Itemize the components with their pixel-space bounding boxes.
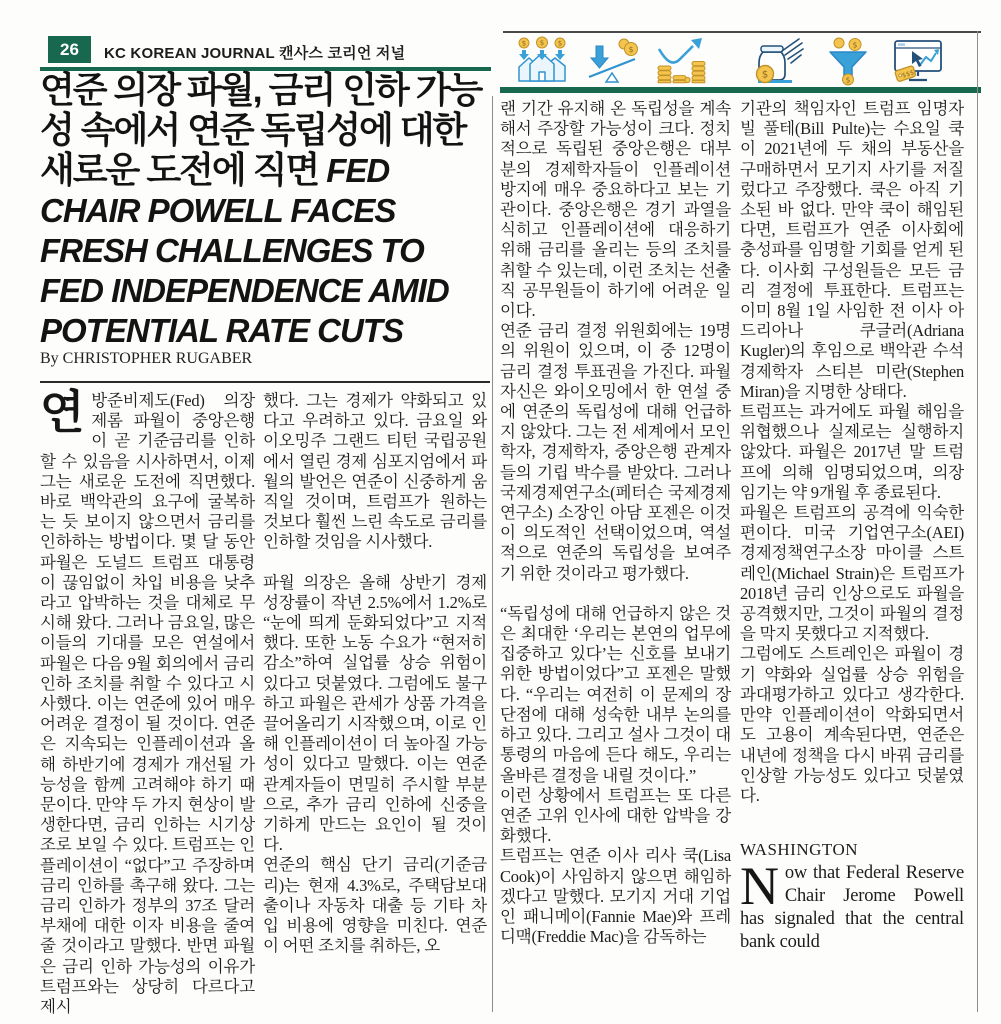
body-column-4	[740, 99, 964, 1019]
body-paragraph: 그럼에도 스트레인은 파월이 경기 약화와 실업률 상승 위험을 과대평가하고 있다고 생각한다. 만약 인플레이션이 악화되면서도 고용이 계속된다면, 연준은 내년에 정책을 다시 바꿔 금리를 인상할 가능성도 있다고 덧붙였다.	[740, 644, 964, 805]
body-column-1	[40, 387, 255, 1017]
body-paragraph: 트럼프는 과거에도 파월 해임을 위협했으나 실제로는 실행하지 않았다. 파월은 2017년 말 트럼프에 의해 임명되었으며, 의장 임기는 약 9개월 후 종료된다.	[740, 402, 964, 502]
headline-english: FED CHAIR POWELL FACES FRESH CHALLENGES TO FED INDEPENDENCE AMID POTENTIAL RATE CUTS	[40, 152, 449, 349]
body-paragraph: 랜 기간 유지해 온 독립성을 계속해서 주장할 가능성이 크다. 정치적으로 독립된 중앙은행은 대부분의 경제학자들이 인플레이션 방지에 매우 중요하다고 보는 기관이다. 중앙은행은 경기 과열을 식히고 인플레이션에 대응하기 위해 금리를 올리는 등의 조치를 취할 수 있는데, 이런 조치는 선출직 공무원들이 하기에 어려운 일이다.	[500, 99, 731, 321]
korean-dropcap: 연	[40, 387, 85, 438]
body-column-2	[263, 391, 487, 1019]
houses-coins-icon	[516, 37, 568, 83]
hand-money-jar-icon	[752, 37, 804, 83]
body-paragraph: 연준 금리 결정 위원회에는 19명의 위원이 있으며, 이 중 12명이 금리 결정 투표권을 가진다. 파월 자신은 와이오밍에서 한 연설 중에 연준의 독립성에 대해 언급하지 않았다. 그는 전 세계에서 모인 학자, 경제학자, 중앙은행 관계자들의 기립 박수를 받았다. 그러나 국제경제연구소(페터슨 국제경제연구소) 소장인 아담 포젠은 이것이 의도적인 선택이었으며, 역설적으로 연준의 독립성을 보여주기 위한 것이라고 평가했다.	[500, 321, 731, 583]
paragraph-text: ow that Federal Reserve Chair Jerome Powell has signaled that the central bank could	[740, 863, 964, 953]
byline: By CHRISTOPHER RUGABER	[40, 350, 253, 367]
icons-underline-rule	[500, 87, 981, 93]
finance-icons-row	[516, 37, 944, 83]
column-divider-rule	[492, 96, 493, 1012]
dateline: WASHINGTON	[740, 840, 859, 860]
svg-text:$$$: $$$	[900, 68, 916, 80]
top-divider-rule	[503, 31, 981, 33]
english-lead-paragraph	[740, 856, 964, 954]
svg-text:$: $	[557, 39, 563, 48]
body-paragraph: 기관의 책임자인 트럼프 임명자 빌 풀테(Bill Pulte)는 수요일 쿡이 2021년에 두 채의 부동산을 구매하면서 모기지 사기를 저질렀다고 주장했다. 쿡은 아직 기소된 바 없다. 만약 쿡이 해임된다면, 트럼프가 연준 이사회에 충성파를 임명할 기회를 얻게 된다. 이사회 구성원들은 모든 금리 결정에 투표한다. 트럼프는 이미 8월 1일 사임한 전 이사 아드리아나 쿠글러(Adriana Kugler)의 후임으로 백악관 수석 경제학자 스티븐 미란(Stephen Miran)을 지명한 상태다.	[740, 99, 964, 401]
svg-text:$: $	[852, 40, 858, 50]
coins-growth-chart-icon	[656, 37, 708, 83]
body-paragraph: 트럼프는 연준 이사 리사 쿡(Lisa Cook)이 사임하지 않으면 해임하겠다고 말했다. 모기지 거대 기업인 패니메이(Fannie Mae)와 프레디맥(Freddie Mac)을 감독하는	[500, 846, 731, 947]
masthead-title: KC KOREAN JOURNAL 캔사스 코리언 저널	[104, 45, 406, 62]
online-price-monitor-icon	[892, 37, 944, 83]
svg-text:$: $	[521, 39, 527, 48]
headline-korean: 연준 의장 파월, 금리 인하 가능성 속에서 연준 독립성에 대한 새로운 도전에 직면	[40, 69, 482, 190]
body-column-3	[500, 99, 731, 1017]
body-paragraph: 파월은 트럼프의 공격에 익숙한 편이다. 미국 기업연구소(AEI) 경제정책연구소장 마이클 스트레인(Michael Strain)은 트럼프가 2018년 금리 인상으로도 파월을 공격했지만, 그것이 파월의 결정을 막지 못했다고 지적했다.	[740, 503, 964, 644]
body-paragraph: 연준의 핵심 단기 금리(기준금리)는 현재 4.3%로, 주택담보대출이나 자동차 대출 등 기타 차입 비용에 영향을 미친다. 연준이 어떤 조치를 취하든, 오	[263, 855, 487, 956]
byline-divider-rule	[40, 381, 490, 383]
page-number-badge: 26	[48, 36, 91, 63]
svg-text:$: $	[761, 69, 769, 81]
english-dropcap: N	[740, 856, 779, 917]
svg-text:$: $	[845, 75, 851, 85]
article-headline	[40, 70, 494, 351]
body-paragraph: “독립성에 대해 언급하지 않은 것은 최대한 ‘우리는 본연의 업무에 집중하고 있다’는 신호를 보내기 위한 방법이었다”고 포젠은 말했다. “우리는 여전히 이 문제의 장단점에 대해 성숙한 내부 논의를 하고 있다. 그리고 설사 그것이 대통령의 마음에 든다 해도, 우리는 올바른 결정을 내릴 것이다.”	[500, 603, 731, 785]
body-paragraph: 파월 의장은 올해 상반기 경제 성장률이 작년 2.5%에서 1.2%로 “눈에 띄게 둔화되었다”고 지적했다. 또한 노동 수요가 “현저히 감소”하여 실업률 상승 위험이 있다고 덧붙였다. 그럼에도 불구하고 파월은 관세가 상품 가격을 끌어올리기 시작했으며, 이로 인해 인플레이션이 더 높아질 가능성이 있다고 말했다. 이는 연준 관계자들이 면밀히 주시할 부분으로, 추가 금리 인하에 신중을 기하게 만드는 요인이 될 것이다.	[263, 572, 487, 855]
money-funnel-icon	[822, 37, 874, 83]
svg-text:$: $	[539, 39, 545, 48]
body-paragraph	[40, 387, 255, 1017]
body-paragraph: 했다. 그는 경제가 약화되고 있다고 우려하고 있다. 금요일 와이오밍주 그랜드 티턴 국립공원에서 열린 경제 심포지엄에서 파월의 발언은 연준이 신중하게 움직일 것이며, 트럼프가 원하는 것보다 훨씬 느린 속도로 금리를 인하할 것임을 시사했다.	[263, 391, 487, 552]
rate-cut-scale-icon	[586, 37, 638, 83]
svg-text:$: $	[628, 45, 634, 54]
paragraph-text: 방준비제도(Fed) 의장 제롬 파월이 중앙은행이 곧 기준금리를 인하할 수 있음을 시사하면서, 이제 그는 새로운 도전에 직면했다. 바로 백악관의 요구에 굴복하는 듯 보이지 않으면서 금리를 인하하는 방법이다. 몇 달 동안 파월은 도널드 트럼프 대통령이 끊임없이 차입 비용을 낮추라고 압박하는 것을 대체로 무시해 왔다. 그러나 금요일, 많은 이들의 기대를 모은 연설에서 파월은 다음 9월 회의에서 금리 인하 조치를 취할 수 있다고 시사했다. 이는 연준에 있어 매우 어려운 결정이 될 것이다. 연준은 지속되는 인플레이션과 올해 하반기에 경제가 개선될 가능성을 함께 고려해야 하기 때문이다. 만약 두 가지 현상이 발생한다면, 금리 인하는 시기상조로 보일 수 있다. 트럼프는 인플레이션이 “없다”고 주장하며 금리 인하를 촉구해 왔다. 그는 금리 인하가 정부의 37조 달러 부채에 대한 이자 비용을 줄여줄 것이라고 말했다. 반면 파월은 금리 인하 가능성의 이유가 트럼프와는 상당히 다르다고 제시	[40, 391, 255, 1017]
page-edge-rule	[977, 31, 978, 1012]
body-paragraph: 이런 상황에서 트럼프는 또 다른 연준 고위 인사에 대한 압박을 강화했다.	[500, 785, 731, 846]
